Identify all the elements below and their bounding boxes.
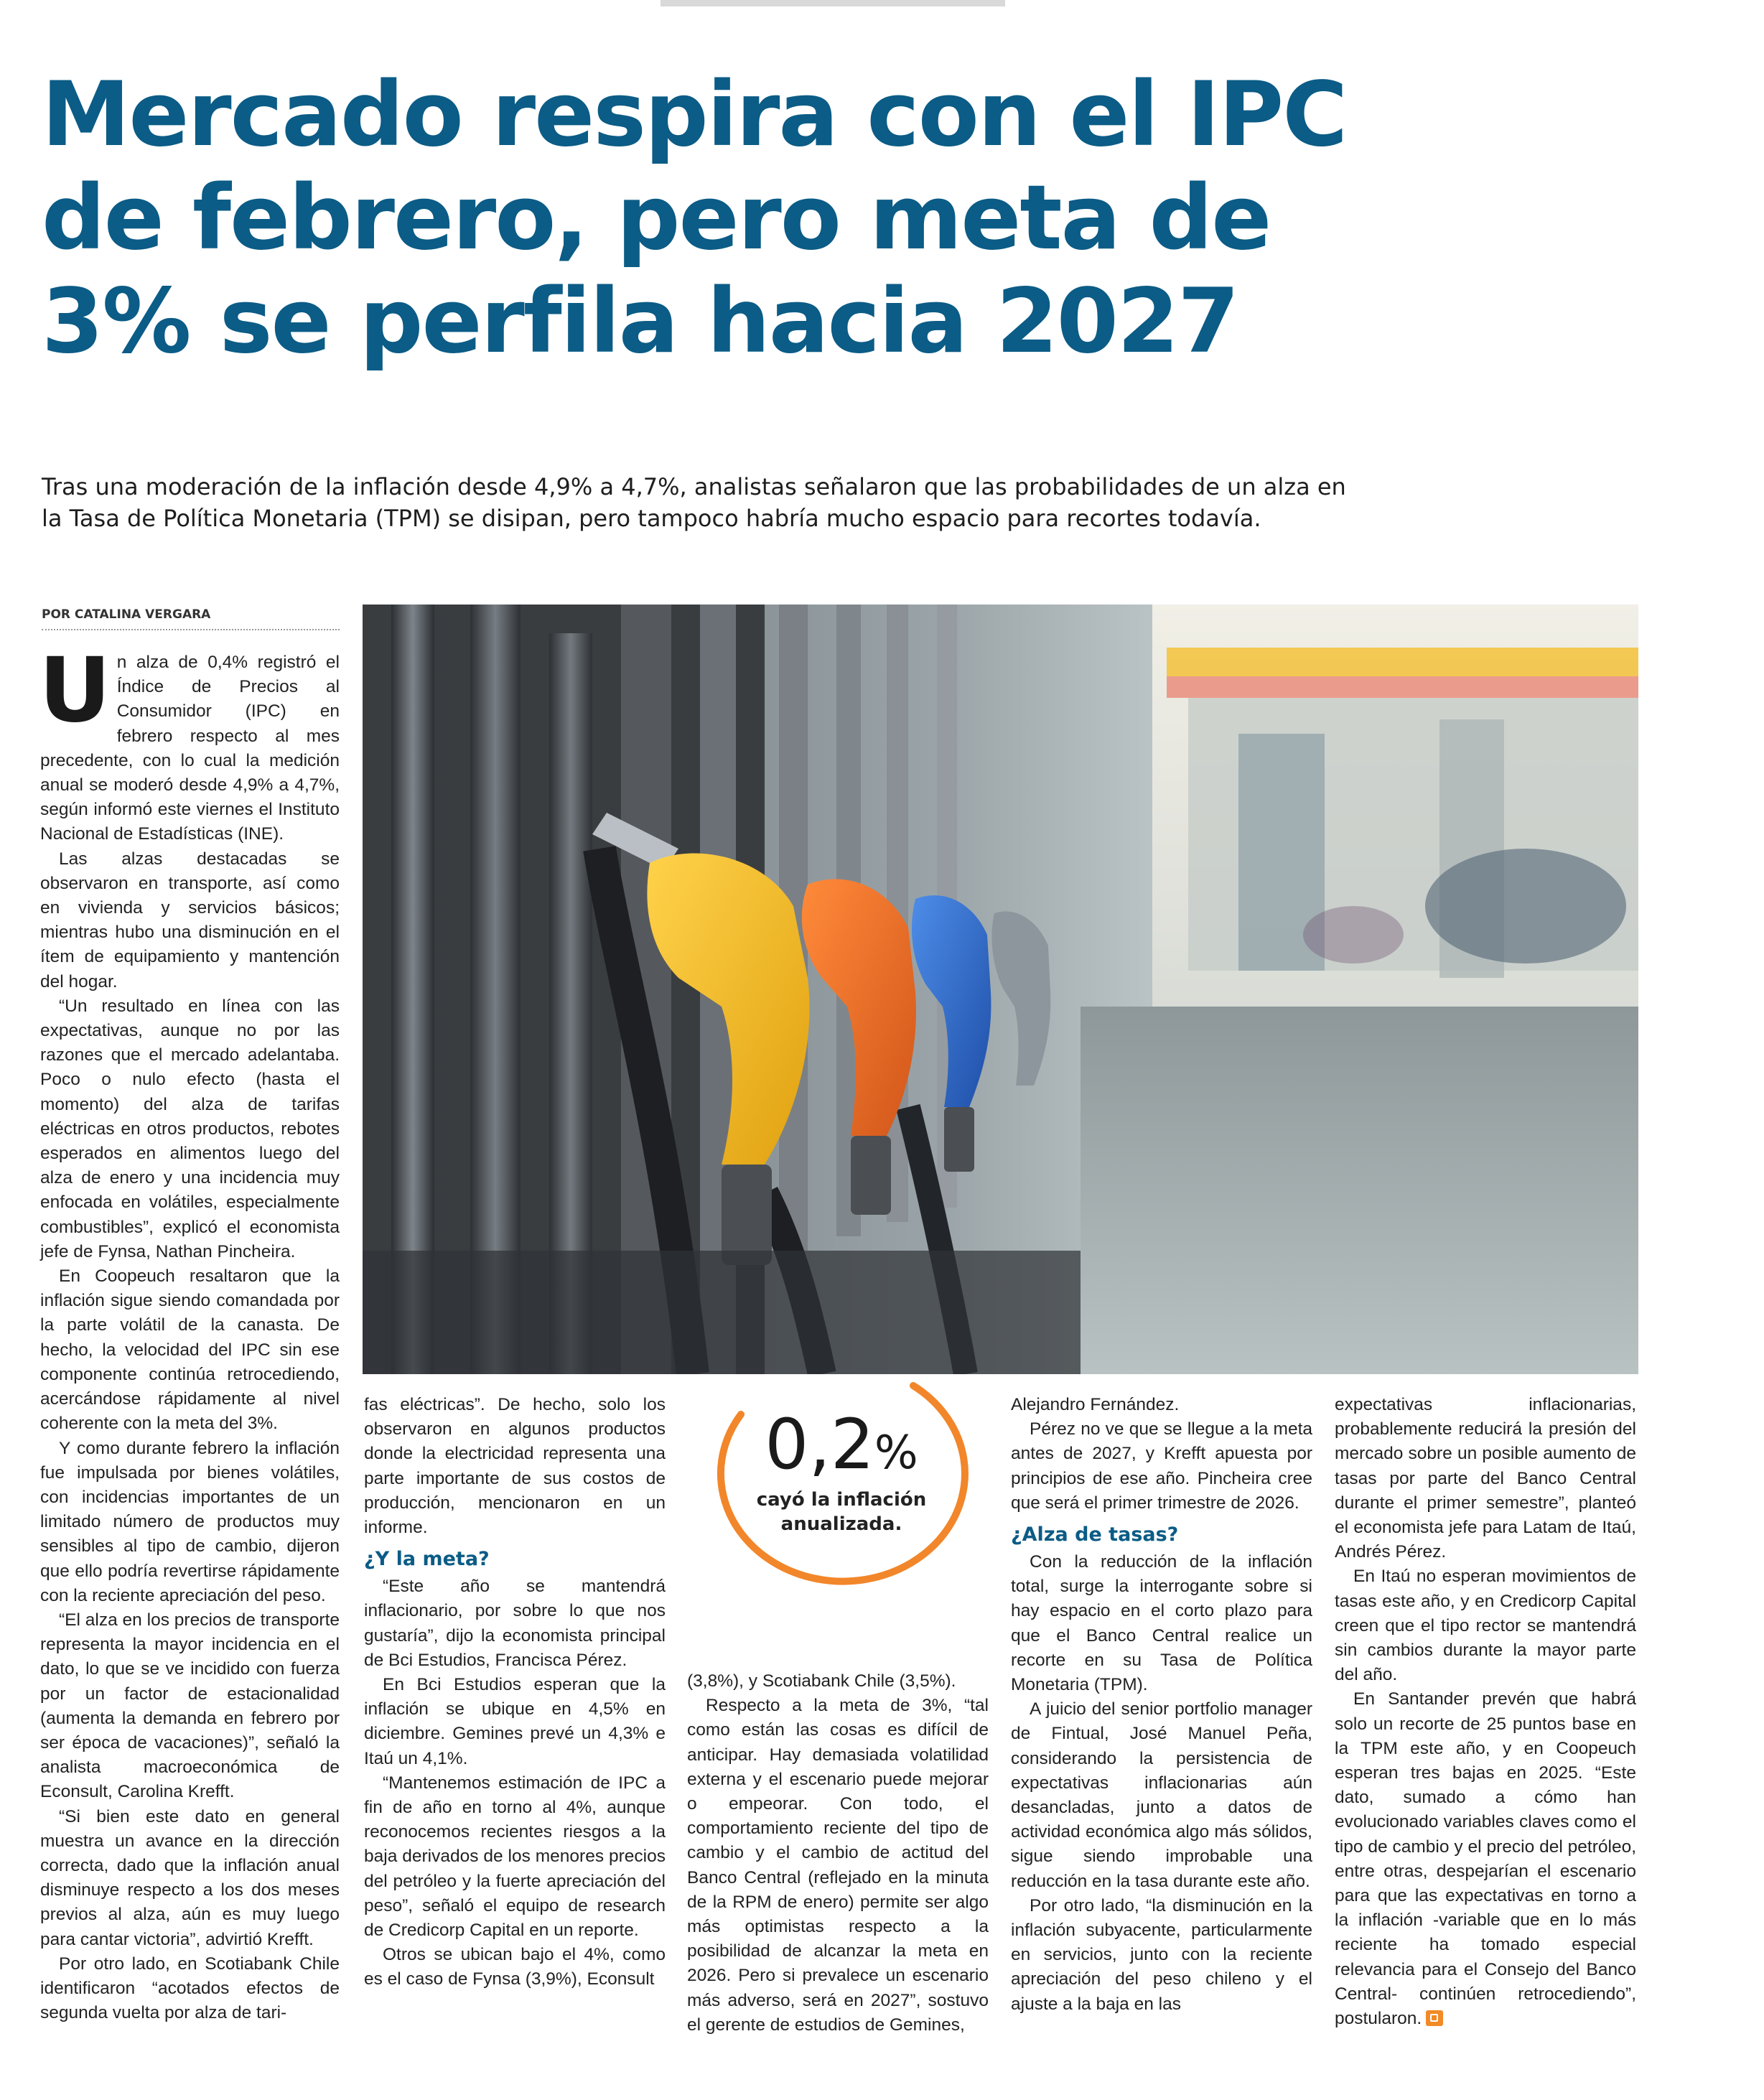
column-5 [1335,1393,1636,2031]
paragraph: Otros se ubican bajo el 4%, como es el caso de Fynsa (3,9%), Econsult [364,1945,666,1989]
end-of-article-icon [1426,2010,1443,2026]
callout-caption: cayó la inflación anualizada. [756,1489,927,1535]
paragraph: Alejandro Fernández. [1011,1395,1180,1414]
column-1 [39,639,340,2025]
callout-unit: % [874,1427,918,1480]
paragraph: expectativas inflacionarias, probablemente reducirá la presión del mercado sobre un posible aumento de tasas por parte del Banco Central durante el primer semestre”, planteó el economista jefe para Latam de Itaú, Andrés Pérez. [1335,1395,1636,1562]
paragraph: Pérez no ve que se llegue a la meta antes de 2027, y Krefft apuesta por principios de ese año. Pincheira cree que será el primer trimestre de 2026. [1011,1419,1312,1513]
paragraph: “Un resultado en línea con las expectativas, aunque no por las razones que el mercado adelantaba. Poco o nulo efecto (hasta el momento) del alza de tarifas eléctricas en otros productos, rebotes esperados en alimentos luego del alza de enero y una incidencia muy enfocada en volátiles, especialmente combustibles”, explicó el economista jefe de Fynsa, Nathan Pincheira. [40,996,340,1261]
paragraph: “El alza en los precios de transporte representa la mayor incidencia en el dato, lo que se ve incidido con fuerza por un factor de estacionalidad (aumenta la demanda en febrero por ser época de vacaciones)”, señaló la analista macroeconómica de Econsult, Carolina Krefft. [40,1610,340,1802]
paragraph: Con la reducción de la inflación total, surge la interrogante sobre si hay espacio en el corto plazo para que el Banco Central realice un recorte en su Tasa de Política Monetaria (TPM). [1011,1552,1312,1695]
paragraph: Y como durante febrero la inflación fue impulsada por bienes volátiles, con incidencias importantes de un limitado número de productos muy sensibles al tipo de cambio, dijeron que ello podría revertirse rápidamente con la reciente apreciación del peso. [40,1438,340,1605]
byline: POR CATALINA VERGARA [42,607,340,630]
column-4 [1011,1393,1312,2017]
column-3 [687,1669,989,2038]
paragraph: Respecto a la meta de 3%, “tal como están las cosas es difícil de anticipar. Hay demasiada volatilidad externa y el escenario puede mejorar o empeorar. Con todo, el comportamiento reciente del tipo de cambio y el cambio de actitud del Banco Central (reflejado en la minuta de la RPM de enero) permite ser algo más optimistas respecto a la posibilidad de alcanzar la meta en 2026. Pero si prevalece un escenario más adverso, será en 2027”, sostuvo el gerente de estudios de Gemines, [687,1696,989,2035]
paragraph: En Bci Estudios esperan que la inflación se ubique en 4,5% en diciembre. Gemines prevé un 4,3% e Itaú un 4,1%. [364,1675,666,1768]
paragraph: “Si bien este dato en general muestra un avance en la dirección correcta, dado que la inflación anual disminuye respecto a los dos meses previos al alza, aún es muy luego para cantar victoria”, advirtió Krefft. [40,1806,340,1949]
paragraph: fas eléctricas”. De hecho, solo los observaron en algunos productos donde la electricidad representa una parte importante de sus costos de producción, mencionaron en un informe. [364,1395,666,1538]
column-2 [364,1393,666,1992]
paragraph: Por otro lado, en Scotiabank Chile identificaron “acotados efectos de segunda vuelta por alza de tari- [40,1954,340,2023]
paragraph: En Coopeuch resaltaron que la inflación sigue siendo comandada por la parte volátil de la canasta. De hecho, la velocidad del IPC sin ese componente continúa retrocediendo, acercándose rápidamente al nivel coherente con la meta del 3%. [40,1266,340,1434]
paragraph: En Santander prevén que habrá solo un recorte de 25 puntos base en la TPM este año, y en Coopeuch esperan tres bajas en 2025. “Este dato, sumado a cómo han evolucionado variables claves como el tipo de cambio y el precio del petróleo, entre otras, despejarían el escenario para que las expectativas en torno a la inflación -variable que en lo más reciente ha tomado especial relevancia para el Consejo del Banco Central- continúen retrocediendo”, postularon. [1335,1689,1636,2029]
callout-number: 0,2 [765,1404,874,1485]
paragraph: (3,8%), y Scotiabank Chile (3,5%). [687,1671,956,1691]
page-top-tab [661,0,1005,6]
fuel-pump-photo [363,605,1638,1374]
subhead-meta: ¿Y la meta? [364,1548,490,1571]
inflation-callout [698,1357,985,1615]
paragraph: Por otro lado, “la disminución en la inflación subyacente, particularmente en servicios, junto con la reciente apreciación del peso chileno y el ajuste a la baja en las [1011,1895,1312,2014]
headline: Mercado respira con el IPC de febrero, pero meta de 3% se perfila hacia 2027 [42,63,1347,373]
subhead-tasas: ¿Alza de tasas? [1011,1523,1179,1546]
callout-value [698,1404,985,1489]
paragraph: Un alza de 0,4% registró el Índice de Precios al Consumidor (IPC) en febrero respecto al mes precedente, con lo cual la medición anual se moderó desde 4,9% a 4,7%, según informó este viernes el Instituto Nacional de Estadísticas (INE). [39,639,340,844]
paragraph: A juicio del senior portfolio manager de Fintual, José Manuel Peña, considerando la persistencia de expectativas inflacionarias aún desancladas, junto a datos de actividad económica algo más sólidos, sigue siendo improbable una reducción en la tasa durante este año. [1011,1699,1312,1891]
paragraph: “Este año se mantendrá inflacionario, por sobre lo que nos gustaría”, dijo la economista principal de Bci Estudios, Francisca Pérez. [364,1577,666,1670]
drop-cap: U [39,639,111,742]
paragraph: Las alzas destacadas se observaron en transporte, así como en vivienda y servicios básicos; mientras hubo una disminución en el ítem de equipamiento y mantención del hogar. [40,849,340,991]
paragraph: “Mantenemos estimación de IPC a fin de año en torno al 4%, aunque reconocemos recientes riesgos a la baja derivados de los menores precios del petróleo y la fuerte apreciación del peso”, señaló el equipo de research de Credicorp Capital en un reporte. [364,1773,666,1941]
lede: Tras una moderación de la inflación desde 4,9% a 4,7%, analistas señalaron que las probabilidades de un alza en la Tasa de Política Monetaria (TPM) se disipan, pero tampoco habría mucho espacio para recortes todavía. [42,473,1346,532]
paragraph: En Itaú no esperan movimientos de tasas este año, y en Credicorp Capital creen que el tipo rector se mantendrá sin cambios durante la mayor parte del año. [1335,1567,1636,1685]
